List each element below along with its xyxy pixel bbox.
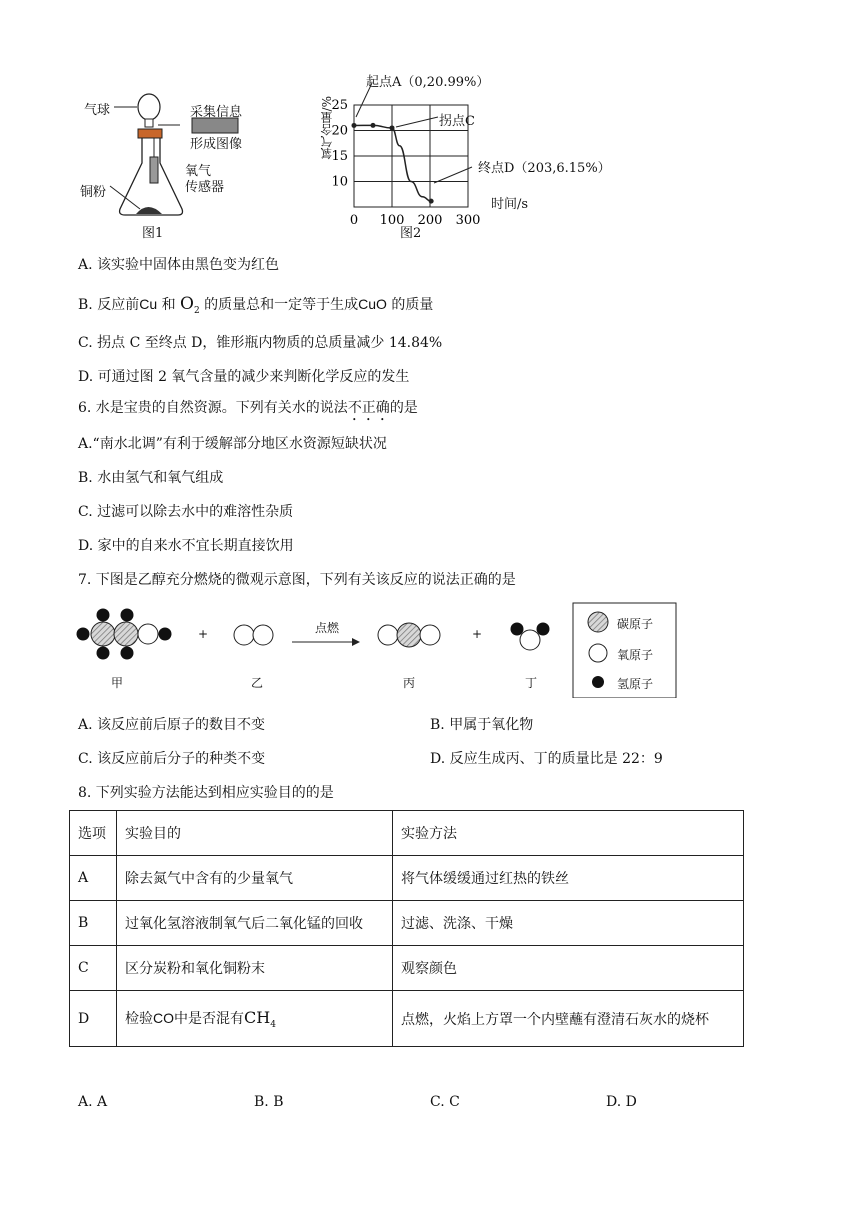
y-tick-label: 20 (331, 123, 348, 139)
reaction-condition: 点燃 (315, 621, 340, 635)
row-method: 观察颜色 (393, 946, 744, 991)
header-goal: 实验目的 (117, 811, 393, 856)
sensor-label-1: 氧气 (185, 164, 212, 179)
plus-sign-2: + (472, 627, 483, 641)
q7-option-d: D. 反应生成丙、丁的质量比是 22：9 (430, 751, 663, 767)
figure-2-chart (300, 65, 620, 240)
turn-point-label: 拐点C (439, 114, 475, 129)
plus-sign-1: + (198, 627, 209, 641)
row-goal: 检验CO中是否混有$CH_4$ (117, 991, 393, 1047)
q6-option-b: B. 水由氢气和氧气组成 (78, 470, 224, 486)
q6-stem: 6. 水是宝贵的自然资源。下列有关水的说法不正确的是 (78, 400, 418, 416)
collect-label-2: 形成图像 (190, 137, 243, 152)
end-point-label: 终点D（203,6.15%） (478, 161, 611, 176)
x-axis-label: 时间/s (491, 197, 529, 212)
q8-option-b: B. B (254, 1094, 284, 1110)
q5-option-a: A. 该实验中固体由黑色变为红色 (78, 257, 280, 273)
q8-option-c: C. C (430, 1094, 460, 1110)
copper-label: 铜粉 (80, 185, 107, 200)
carbon-dioxide-molecule (378, 623, 440, 647)
x-tick-label: 300 (455, 213, 481, 228)
row-goal: 过氧化氢溶液制氧气后二氧化锰的回收 (117, 901, 393, 946)
y-tick-label: 15 (331, 149, 348, 164)
experiment-table (69, 810, 744, 1047)
ethanol-molecule (77, 609, 172, 660)
row-option: B (70, 901, 117, 946)
table-row (70, 901, 744, 946)
q6-option-a: A.“南水北调”有利于缓解部分地区水资源短缺状况 (78, 436, 387, 452)
q7-option-c: C. 该反应前后分子的种类不变 (78, 751, 266, 767)
x-tick-label: 200 (417, 213, 443, 228)
header-method: 实验方法 (393, 811, 744, 856)
table-header-row (70, 811, 744, 856)
q5-option-d: D. 可通过图 2 氧气含量的减少来判断化学反应的发生 (78, 369, 410, 385)
point-c-marker (390, 125, 395, 130)
table-row (70, 946, 744, 991)
q8-option-d: D. D (606, 1094, 637, 1110)
q7-option-b: B. 甲属于氧化物 (430, 717, 534, 733)
x-tick-label: 100 (379, 213, 405, 228)
label-jia: 甲 (111, 676, 124, 690)
q7-stem: 7. 下图是乙醇充分燃烧的微观示意图，下列有关该反应的说法正确的是 (78, 572, 516, 588)
balloon-label: 气球 (84, 103, 111, 118)
x-tick-label: 0 (349, 213, 359, 228)
q7-reaction-diagram (70, 598, 710, 698)
row-goal: 除去氮气中含有的少量氧气 (117, 856, 393, 901)
y-axis-label: 氧气含量/% (320, 96, 334, 160)
legend-carbon: 碳原子 (617, 617, 654, 631)
q5-option-c: C. 拐点 C 至终点 D，锥形瓶内物质的总质量减少 14.84% (78, 335, 443, 351)
row-method: 点燃，火焰上方罩一个内壁蘸有澄清石灰水的烧杯 (393, 991, 744, 1047)
point-d-marker (429, 199, 434, 204)
point-a-marker (352, 123, 357, 128)
q8-option-a: A. A (78, 1094, 108, 1110)
q6-option-c: C. 过滤可以除去水中的难溶性杂质 (78, 504, 294, 520)
y-tick-label: 25 (331, 98, 348, 113)
figure-2-caption: 图2 (400, 226, 422, 241)
q7-option-a: A. 该反应前后原子的数目不变 (78, 717, 266, 733)
legend-oxygen: 氧原子 (617, 648, 654, 662)
row-option: C (70, 946, 117, 991)
figure-1-caption: 图1 (142, 226, 164, 241)
q8-stem: 8. 下列实验方法能达到相应实验目的的是 (78, 785, 334, 801)
start-point-label: 起点A（0,20.99%） (366, 75, 490, 90)
label-bing: 丙 (403, 676, 416, 690)
row-method: 将气体缓缓通过红热的铁丝 (393, 856, 744, 901)
label-ding: 丁 (525, 676, 538, 690)
row-goal: 区分炭粉和氧化铜粉末 (117, 946, 393, 991)
sensor-label-2: 传感器 (185, 180, 225, 195)
collect-label-1: 采集信息 (190, 105, 243, 120)
q5-option-b: B. 反应前Cu 和 $O_2$ 的质量总和一定等于生成CuO 的质量 (78, 294, 434, 316)
table-row (70, 856, 744, 901)
y-tick-label: 10 (331, 174, 348, 190)
table-row (70, 991, 744, 1047)
oxygen-curve (354, 125, 431, 201)
point-b-marker (371, 123, 376, 128)
row-option: A (70, 856, 117, 901)
label-yi: 乙 (251, 676, 264, 690)
q6-option-d: D. 家中的自来水不宜长期直接饮用 (78, 538, 294, 554)
row-option: D (70, 991, 117, 1047)
water-molecule (511, 623, 550, 651)
row-method: 过滤、洗涤、干燥 (393, 901, 744, 946)
header-option: 选项 (70, 811, 117, 856)
oxygen-molecule (234, 625, 273, 645)
legend-hydrogen: 氢原子 (617, 677, 654, 691)
